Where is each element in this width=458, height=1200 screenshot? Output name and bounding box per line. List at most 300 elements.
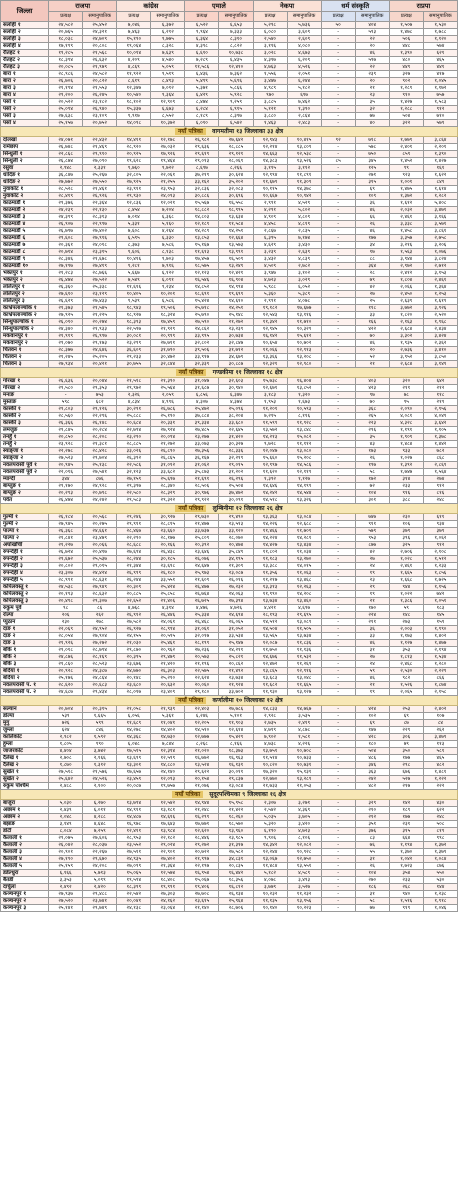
table-row <box>1 654 458 661</box>
vote-count: - <box>321 378 355 385</box>
vote-count: ७५० <box>355 151 389 158</box>
constituency-name: म्याग्दी <box>1 476 49 483</box>
vote-count: ३५३ <box>389 647 423 654</box>
vote-count: २१,२७२ <box>151 441 185 448</box>
vote-count: १२५ <box>355 165 389 172</box>
constituency-name: काठमाडौं ४ <box>1 221 49 228</box>
vote-count: १,१२० <box>423 36 457 43</box>
vote-count: ५८ <box>355 469 389 476</box>
vote-count: १,३९० <box>423 151 457 158</box>
vote-count: २९,३५३ <box>83 385 117 392</box>
vote-count: ८७६ <box>423 863 457 870</box>
vote-count: ६,१२२ <box>151 270 185 277</box>
vote-count: - <box>321 605 355 612</box>
constituency-name: काठमाडौं ६ <box>1 235 49 242</box>
vote-count: १८,३९९ <box>117 884 151 891</box>
table-row <box>1 120 458 127</box>
vote-count: २७४ <box>423 476 457 483</box>
vote-count: १४,६६३ <box>253 151 287 158</box>
constituency-name: पाल्पा २ <box>1 535 49 542</box>
vote-count: २०,७६५ <box>49 29 83 36</box>
vote-count: - <box>321 448 355 455</box>
vote-count: १,६१४ <box>423 186 457 193</box>
vote-count: - <box>321 340 355 347</box>
vote-count: ६,२७० <box>83 800 117 807</box>
vote-count: २२ <box>355 64 389 71</box>
vote-count: १,५६३ <box>389 249 423 256</box>
vote-count: १२,५४३ <box>253 312 287 319</box>
section-title-cell <box>1 504 458 514</box>
table-row <box>1 448 458 455</box>
vote-count: ३४४ <box>49 476 83 483</box>
vote-count: ७,६३९ <box>151 50 185 57</box>
vote-count: २४,७०९ <box>83 36 117 43</box>
vote-count: १८,३९३ <box>117 319 151 326</box>
vote-count: ११,७०१ <box>287 528 321 535</box>
vote-count: ३५,२०२ <box>219 179 253 186</box>
vote-count: ६,४३५ <box>219 57 253 64</box>
vote-count: १८,५७५ <box>185 263 219 270</box>
vote-count: २११ <box>389 385 423 392</box>
vote-count: १४,६१६ <box>151 814 185 821</box>
vote-count: २६ <box>355 221 389 228</box>
vote-count: १३,१२७ <box>287 689 321 696</box>
constituency-name: रामेछाप <box>1 144 49 151</box>
table-row <box>1 842 458 849</box>
vote-count: २४,२०८ <box>83 863 117 870</box>
vote-count: २६,४७४ <box>49 277 83 284</box>
table-row <box>1 242 458 249</box>
vote-count: ११,०६३ <box>287 570 321 577</box>
vote-count: ११,१३५ <box>253 898 287 905</box>
vote-count: २,०५९ <box>151 392 185 399</box>
vote-count: १८,३९४ <box>49 57 83 64</box>
vote-count: ११,८३६ <box>287 640 321 647</box>
table-row <box>1 291 458 298</box>
vote-count: ११,९२२ <box>117 71 151 78</box>
vote-count: १,०२२ <box>389 591 423 598</box>
vote-count: २९,६३६ <box>185 144 219 151</box>
vote-count: १३,३६६ <box>253 354 287 361</box>
vote-count: २५,४५२ <box>83 22 117 29</box>
vote-count: ५०६ <box>389 36 423 43</box>
vote-count: - <box>321 891 355 898</box>
table-row <box>1 455 458 462</box>
vote-count: ४,४२१ <box>253 605 287 612</box>
vote-count: ३३,५३४ <box>219 633 253 640</box>
vote-count: - <box>321 242 355 249</box>
vote-count: ४,३१४ <box>151 605 185 612</box>
vote-count: २८,४६७ <box>117 528 151 535</box>
vote-count: २०,२७४ <box>83 319 117 326</box>
vote-count: ५,४०८ <box>423 200 457 207</box>
vote-count: २८,९२० <box>117 144 151 151</box>
vote-count: १५,४२४ <box>185 298 219 305</box>
vote-count: ४,६२९ <box>253 242 287 249</box>
results-body <box>1 22 458 912</box>
vote-count: १३,५७२ <box>253 427 287 434</box>
vote-count: १२,२१४ <box>253 144 287 151</box>
vote-count: २०,८५० <box>49 434 83 441</box>
vote-count: १०,३२९ <box>287 326 321 333</box>
vote-count: २८,१७७ <box>151 535 185 542</box>
vote-count: २६,३९२ <box>117 455 151 462</box>
vote-count: ५,९२८ <box>219 92 253 99</box>
vote-count: ५,१०१ <box>219 713 253 720</box>
vote-count: १९,४०६ <box>185 884 219 891</box>
vote-count: १३,४६८ <box>287 577 321 584</box>
vote-count: १,१७३ <box>389 633 423 640</box>
vote-count: २५,५०४ <box>219 483 253 490</box>
vote-count: २३३ <box>389 483 423 490</box>
vote-count: २१ <box>355 361 389 368</box>
vote-count: ८,४५४ <box>117 207 151 214</box>
vote-count: २१० <box>355 807 389 814</box>
vote-count: २९,२३३ <box>117 354 151 361</box>
vote-count: ३५० <box>389 748 423 755</box>
vote-count: २८,०५४ <box>49 633 83 640</box>
vote-count: २६,७२५ <box>185 598 219 605</box>
vote-count: ५,७१३ <box>83 870 117 877</box>
vote-count: २४,१५५ <box>117 633 151 640</box>
vote-count: ३४,६७९ <box>219 354 253 361</box>
vote-count: २,६३९ <box>287 249 321 256</box>
vote-count: - <box>321 392 355 399</box>
vote-count: ११,५९९ <box>253 420 287 427</box>
vote-count: १,६१९ <box>423 298 457 305</box>
vote-count: - <box>321 626 355 633</box>
vote-count: १२,७७० <box>253 776 287 783</box>
vote-count: २,८६४ <box>287 113 321 120</box>
vote-count: ४,६४८ <box>83 821 117 828</box>
vote-count: ७,५४९ <box>117 277 151 284</box>
table-row <box>1 92 458 99</box>
vote-count: १०७ <box>423 713 457 720</box>
vote-count: ४४१ <box>423 64 457 71</box>
vote-count: ८,१०६ <box>287 835 321 842</box>
vote-count: २७,३९४ <box>219 598 253 605</box>
vote-count: - <box>321 849 355 856</box>
vote-count: १५,९५८ <box>219 800 253 807</box>
vote-count: २१,९२९ <box>151 326 185 333</box>
vote-count: १४,२२४ <box>253 535 287 542</box>
vote-count: ७० <box>355 399 389 406</box>
constituency-name: रोल्पा <box>1 612 49 619</box>
vote-count: - <box>321 256 355 263</box>
constituency-name: बझाङ <box>1 821 49 828</box>
vote-count: - <box>321 43 355 50</box>
vote-count: १,४६३ <box>253 120 287 127</box>
vote-count: २,८६९ <box>423 462 457 469</box>
table-row <box>1 378 458 385</box>
vote-count: ११,४८४ <box>253 863 287 870</box>
vote-count: ४,७६८ <box>117 605 151 612</box>
vote-count: ३२,६०३ <box>219 378 253 385</box>
pr-header: समानुपातिक <box>219 12 253 22</box>
vote-count: ४,०४९ <box>423 413 457 420</box>
vote-count: १०,०१४ <box>117 50 151 57</box>
constituency-name: सिन्धुपाल्चोक २ <box>1 326 49 333</box>
vote-count: ९४० <box>389 891 423 898</box>
vote-count: २४,२३९ <box>49 207 83 214</box>
vote-count: १२,९१३ <box>287 347 321 354</box>
constituency-name: सल्यान <box>1 706 49 713</box>
table-row <box>1 549 458 556</box>
vote-count: २३,६४६ <box>185 549 219 556</box>
vote-count: २१,२२७ <box>49 542 83 549</box>
vote-count: २०,१४८ <box>117 675 151 682</box>
constituency-name: सर्लाही ३ <box>1 36 49 43</box>
vote-count: २२,७९४ <box>117 427 151 434</box>
vote-count: २५,६४२ <box>49 776 83 783</box>
vote-count: ४,७२३ <box>287 828 321 835</box>
table-row <box>1 814 458 821</box>
table-row <box>1 270 458 277</box>
vote-count: २२,९०१ <box>151 849 185 856</box>
table-row <box>1 413 458 420</box>
vote-count: १५,१६७ <box>185 242 219 249</box>
constituency-name: सर्लाही ४ <box>1 43 49 50</box>
vote-count: ३०,९२७ <box>151 514 185 521</box>
vote-count: १,६६८ <box>389 577 423 584</box>
vote-count: ६९ <box>355 186 389 193</box>
vote-count: १२,४२१ <box>219 270 253 277</box>
vote-count: २३ <box>355 92 389 99</box>
vote-count: २१,५५३ <box>83 85 117 92</box>
vote-count: ७४७ <box>355 514 389 521</box>
vote-count: २,६८४ <box>389 326 423 333</box>
table-row <box>1 476 458 483</box>
vote-count: २६,९८२ <box>185 137 219 144</box>
vote-count: २,४०२ <box>423 706 457 713</box>
vote-count: १४,५१२ <box>253 619 287 626</box>
vote-count: २४,६४७ <box>185 563 219 570</box>
vote-count: ४२ <box>355 549 389 556</box>
vote-count: ६,३३० <box>151 235 185 242</box>
fptp-header: प्रत्यक्ष <box>49 12 83 22</box>
vote-count: ८५९ <box>389 151 423 158</box>
table-row <box>1 36 458 43</box>
vote-count: २७,६९४ <box>117 549 151 556</box>
vote-count: ११,६१६ <box>117 284 151 291</box>
vote-count: १२,६७१ <box>253 385 287 392</box>
vote-count: ५,३३१ <box>117 221 151 228</box>
vote-count: १२,०८७ <box>253 640 287 647</box>
vote-count: १४,०१५ <box>287 563 321 570</box>
constituency-name: नवलपरासी प. २ <box>1 689 49 696</box>
vote-count: ३४,८३१ <box>219 856 253 863</box>
vote-count: - <box>321 221 355 228</box>
vote-count: ११,५१४ <box>253 755 287 762</box>
vote-count: ५,३६० <box>253 291 287 298</box>
vote-count: २०,३१५ <box>83 706 117 713</box>
vote-count: ९१२ <box>423 542 457 549</box>
vote-count: २११ <box>355 619 389 626</box>
vote-count: २२,४०३ <box>185 706 219 713</box>
vote-count: ५,६६७ <box>117 270 151 277</box>
vote-count: १८,५७० <box>219 821 253 828</box>
vote-count: २१,१९६ <box>185 661 219 668</box>
table-row <box>1 497 458 504</box>
vote-count: १२,७७७ <box>185 734 219 741</box>
vote-count: २८,७०६ <box>219 905 253 912</box>
vote-count: ३३,०२६ <box>117 448 151 455</box>
vote-count: १,५३४ <box>423 654 457 661</box>
vote-count: - <box>321 326 355 333</box>
vote-count: २२,२७८ <box>49 448 83 455</box>
vote-count: ६,०९१ <box>151 277 185 284</box>
vote-count: २६,१८० <box>151 570 185 577</box>
table-row <box>1 284 458 291</box>
vote-count: - <box>321 835 355 842</box>
vote-count: ३,७०५ <box>287 814 321 821</box>
vote-count: २१,७३३ <box>253 783 287 790</box>
vote-count: २०,५७३ <box>185 654 219 661</box>
vote-count: २४,८६४ <box>83 675 117 682</box>
table-row <box>1 106 458 113</box>
vote-count: १,०२७ <box>389 455 423 462</box>
vote-count: २५,१९० <box>151 413 185 420</box>
vote-count: २६,९०७ <box>49 221 83 228</box>
table-row <box>1 392 458 399</box>
vote-count: २४,०९३ <box>151 193 185 200</box>
vote-count: १३,०८९ <box>287 619 321 626</box>
constituency-name: गोरखा २ <box>1 385 49 392</box>
vote-count: ३,४१० <box>423 347 457 354</box>
vote-count: २६,१८४ <box>49 514 83 521</box>
vote-count: ३३,१६२ <box>185 179 219 186</box>
vote-count: - <box>321 528 355 535</box>
vote-count: ११,६७९ <box>253 179 287 186</box>
table-row <box>1 633 458 640</box>
table-row <box>1 776 458 783</box>
vote-count: २३,७३४ <box>219 675 253 682</box>
constituency-name: ललितपुर ३ <box>1 298 49 305</box>
vote-count: १३,३२६ <box>287 497 321 504</box>
vote-count: २२,५८६ <box>117 462 151 469</box>
table-row <box>1 385 458 392</box>
vote-count: ३,८८० <box>253 113 287 120</box>
vote-count: ७,६०८ <box>117 228 151 235</box>
vote-count: २६,२४४ <box>117 577 151 584</box>
vote-count: १,६६५ <box>83 713 117 720</box>
constituency-name: कपिलवस्तु ३ <box>1 598 49 605</box>
vote-count: - <box>321 713 355 720</box>
vote-count: ३४५ <box>355 158 389 165</box>
vote-count: ४,२२६ <box>287 741 321 748</box>
vote-count: १,१२७ <box>389 640 423 647</box>
vote-count: १७,६४३ <box>151 821 185 828</box>
vote-count: ११,६१३ <box>185 249 219 256</box>
vote-count: १२,५७४ <box>151 870 185 877</box>
vote-count: - <box>321 85 355 92</box>
vote-count: २६,०१६ <box>219 577 253 584</box>
vote-count: २,०६५ <box>389 689 423 696</box>
vote-count: १,१५६ <box>423 584 457 591</box>
vote-count: ४,२०९ <box>117 57 151 64</box>
vote-count: २०,२८४ <box>83 427 117 434</box>
vote-count: २१,५६८ <box>83 50 117 57</box>
vote-count: ८,६१९ <box>117 78 151 85</box>
vote-count: ३१,०६२ <box>185 462 219 469</box>
constituency-name: रुपन्देही २ <box>1 556 49 563</box>
vote-count: ६,२४४ <box>287 78 321 85</box>
vote-count: - <box>321 284 355 291</box>
vote-count: १,०६२ <box>423 535 457 542</box>
vote-count: ४२३ <box>355 385 389 392</box>
vote-count: २१,६७८ <box>83 256 117 263</box>
vote-count: ११,७१० <box>287 319 321 326</box>
table-row <box>1 340 458 347</box>
vote-count: १२,१२३ <box>185 270 219 277</box>
vote-count: २५,१७६ <box>49 675 83 682</box>
vote-count: ९,७७५ <box>151 36 185 43</box>
vote-count: २६,०४२ <box>49 842 83 849</box>
vote-count: ८४९ <box>423 179 457 186</box>
vote-count: २८,३१३ <box>83 214 117 221</box>
vote-count: ३०१ <box>355 497 389 504</box>
vote-count: १,४२७ <box>423 158 457 165</box>
vote-count: २३,९११ <box>117 186 151 193</box>
table-row <box>1 898 458 905</box>
vote-count: १,३७८ <box>423 434 457 441</box>
vote-count: २,७३५ <box>253 720 287 727</box>
constituency-name: अछाम २ <box>1 814 49 821</box>
vote-count: २९,३९७ <box>117 483 151 490</box>
vote-count: ११,११२ <box>287 441 321 448</box>
vote-count: ९,७६० <box>117 165 151 172</box>
vote-count: २३,०६४ <box>151 905 185 912</box>
vote-count: २७,५२३ <box>49 455 83 462</box>
vote-count: १६,७७२ <box>185 755 219 762</box>
vote-count: ५३९ <box>49 713 83 720</box>
vote-count: १४,४०२ <box>151 727 185 734</box>
vote-count: ६,५८६ <box>151 298 185 305</box>
vote-count: ४,६९७ <box>287 605 321 612</box>
vote-count: २७,५५० <box>83 179 117 186</box>
vote-count: २,२२९ <box>423 668 457 675</box>
vote-count: ५० <box>321 22 355 29</box>
vote-count: २,०५१ <box>287 71 321 78</box>
vote-count: २५,०९६ <box>219 406 253 413</box>
vote-count: २९,७४९ <box>83 905 117 912</box>
vote-count: २३,३०७ <box>49 570 83 577</box>
vote-count: २९,२७२ <box>185 842 219 849</box>
vote-count: १४,६७६ <box>253 654 287 661</box>
vote-count: १३,९६० <box>219 828 253 835</box>
table-row <box>1 689 458 696</box>
constituency-name: पर्सा १ <box>1 99 49 106</box>
vote-count: ८४६ <box>83 727 117 734</box>
vote-count: २४,४२४ <box>83 570 117 577</box>
vote-count: - <box>321 434 355 441</box>
vote-count: - <box>321 64 355 71</box>
vote-count: ५३० <box>423 877 457 884</box>
vote-count: २,६३९ <box>389 298 423 305</box>
vote-count: २९,९११ <box>117 521 151 528</box>
vote-count: २६ <box>355 455 389 462</box>
vote-count: २१,१४० <box>185 905 219 912</box>
constituency-name: सर्लाही २ <box>1 29 49 36</box>
vote-count: १८,९४३ <box>117 305 151 312</box>
vote-count: ३०,०८१ <box>117 333 151 340</box>
vote-count: १०,४१५ <box>287 137 321 144</box>
vote-count: २४,६८७ <box>49 689 83 696</box>
vote-count: २३० <box>389 514 423 521</box>
vote-count: १४,१९९ <box>287 483 321 490</box>
constituency-name: अछाम १ <box>1 807 49 814</box>
constituency-name: काभ्रेपलाञ्चोक १ <box>1 305 49 312</box>
